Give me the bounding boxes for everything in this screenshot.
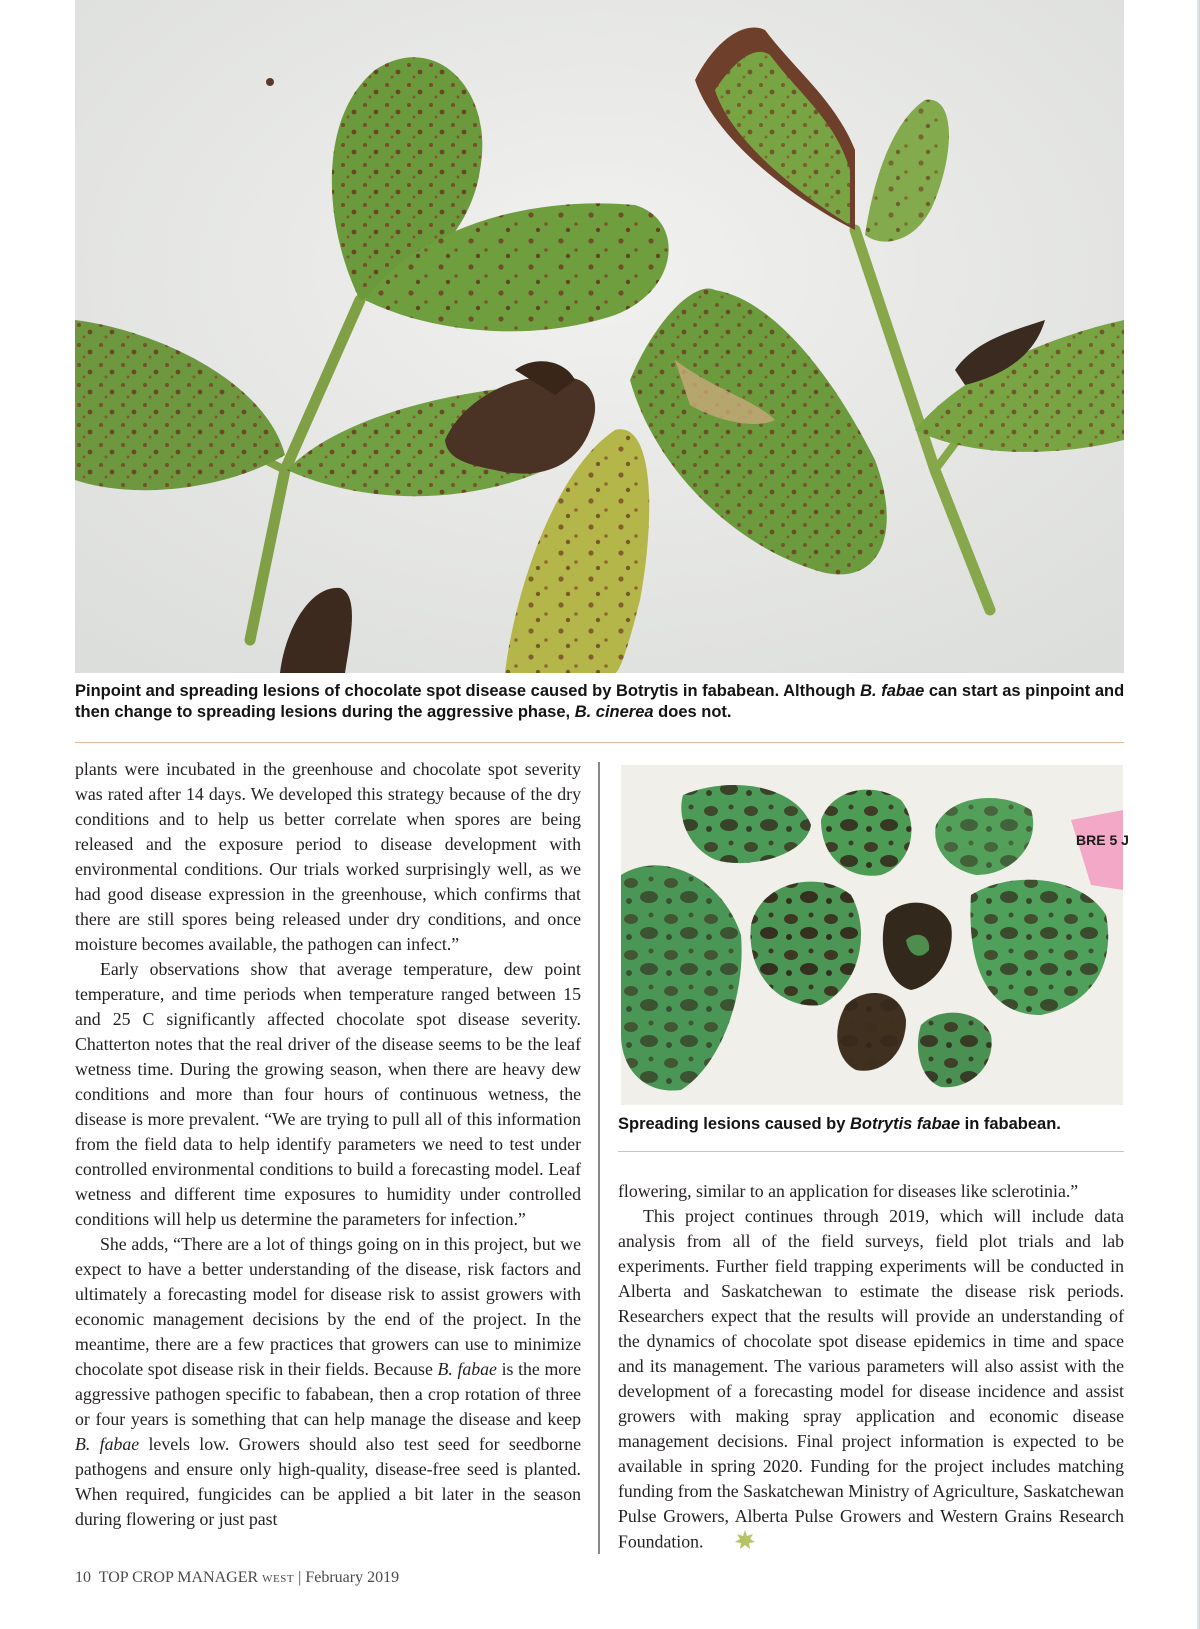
page-number: 10 <box>75 1569 91 1586</box>
photo-chocolate-spot-leaves <box>75 0 1124 673</box>
caption-rule <box>618 1151 1124 1152</box>
italic-species: B. fabae <box>437 1359 497 1379</box>
caption-text: in fababean. <box>960 1115 1061 1133</box>
paragraph <box>75 1232 581 1532</box>
photo-caption-side <box>618 1114 1128 1135</box>
photo-spreading-lesions <box>621 765 1129 1105</box>
caption-text: Pinpoint and spreading lesions of chocolate spot disease caused by Botrytis in fababean. Although <box>75 682 861 700</box>
caption-text: can start as pinpoint and then change to spreading lesions during the aggressive phase, <box>75 682 1125 721</box>
italic-species: B. fabae <box>75 1434 140 1454</box>
issue-date: February 2019 <box>305 1569 400 1586</box>
paragraph-text: She adds, “There are a lot of things going on in this project, but we expect to have a better understanding of the disease, risk factors and ultimately a forecasting model for disease risk to assist growers with economic management decisions by the end of the project. In the meantime, there are a few practices that growers can use to minimize chocolate spot disease risk in their fields. Because <box>75 1234 581 1379</box>
photo-caption-top <box>75 681 1135 723</box>
article-column-left <box>75 757 581 1532</box>
section-rule <box>75 742 1124 743</box>
caption-italic-species: B. fabae <box>860 682 925 700</box>
magazine-name: TOP CROP MANAGER <box>98 1569 259 1586</box>
edition-label: WEST <box>262 1573 295 1585</box>
paragraph-text: This project continues through 2019, which will include data analysis from all of the field surveys, field plot trials and lab experiments. Further field trapping experiments will be conducted in Alberta and Saskatchewan to estimate the disease risk periods. Researchers expect that the results will provide an understanding of the dynamics of chocolate spot disease epidemics in time and space and its management. The various parameters will also assist with the development of a forecasting model for disease incidence and assist growers with making spray application and economic disease management decisions. Final project information is expected to be available in spring 2020. Funding for the project includes matching funding from the Saskatchewan Ministry of Agriculture, Saskatchewan Pulse Growers, Alberta Pulse Growers and Western Grains Research Foundation. <box>618 1206 1124 1552</box>
caption-text: Spreading lesions caused by <box>618 1115 850 1133</box>
paragraph <box>618 1204 1124 1558</box>
paragraph: plants were incubated in the greenhouse and chocolate spot severity was rated after 14 days. We developed this strategy because of the dry conditions and to help us better correlate when spores are being released and the exposure period to disease development with environmental conditions. Our trials worked surprisingly well, as we had good disease expression in the greenhouse, which confirms that there are still spores being released under dry conditions, and once moisture becomes available, the pathogen can infect.” <box>75 759 581 954</box>
paragraph: Early observations show that average temperature, dew point temperature, and time periods when temperature ranged between 15 and 25 C significantly affected chocolate spot disease severity. Chatterton notes that the real driver of the disease seems to be the leaf wetness time. During the growing season, when there are heavy dew conditions and more than four hours of continuous wetness, the disease is more prevalent. “We are trying to pull all of this information from the field data to help identify parameters we need to test under controlled environmental conditions to build a forecasting model. Leaf wetness and different time exposures to humidity under controlled conditions will help us determine the parameters for infection.” <box>75 959 581 1229</box>
caption-italic-species: B. cinerea <box>574 703 654 721</box>
sample-label: BRE 5 J <box>1076 832 1129 848</box>
paragraph-text: is the more aggressive pathogen specific to fababean, then a crop rotation of three or four years is something that can help manage the disease and keep <box>75 1359 581 1429</box>
column-divider <box>598 762 600 1554</box>
caption-text: does not. <box>653 703 732 721</box>
paragraph-text: levels low. Growers should also test seed for seedborne pathogens and ensure only high-quality, disease-free seed is planted. When required, fungicides can be applied a bit later in the season during flowering or just past <box>75 1434 581 1529</box>
caption-italic-species: Botrytis fabae <box>850 1115 961 1133</box>
footer-separator: | <box>298 1569 302 1586</box>
article-column-right <box>618 1179 1124 1558</box>
leaf-end-mark-icon <box>709 1529 756 1558</box>
page-footer <box>75 1569 399 1587</box>
paragraph: flowering, similar to an application for diseases like sclerotinia.” <box>618 1181 1079 1201</box>
